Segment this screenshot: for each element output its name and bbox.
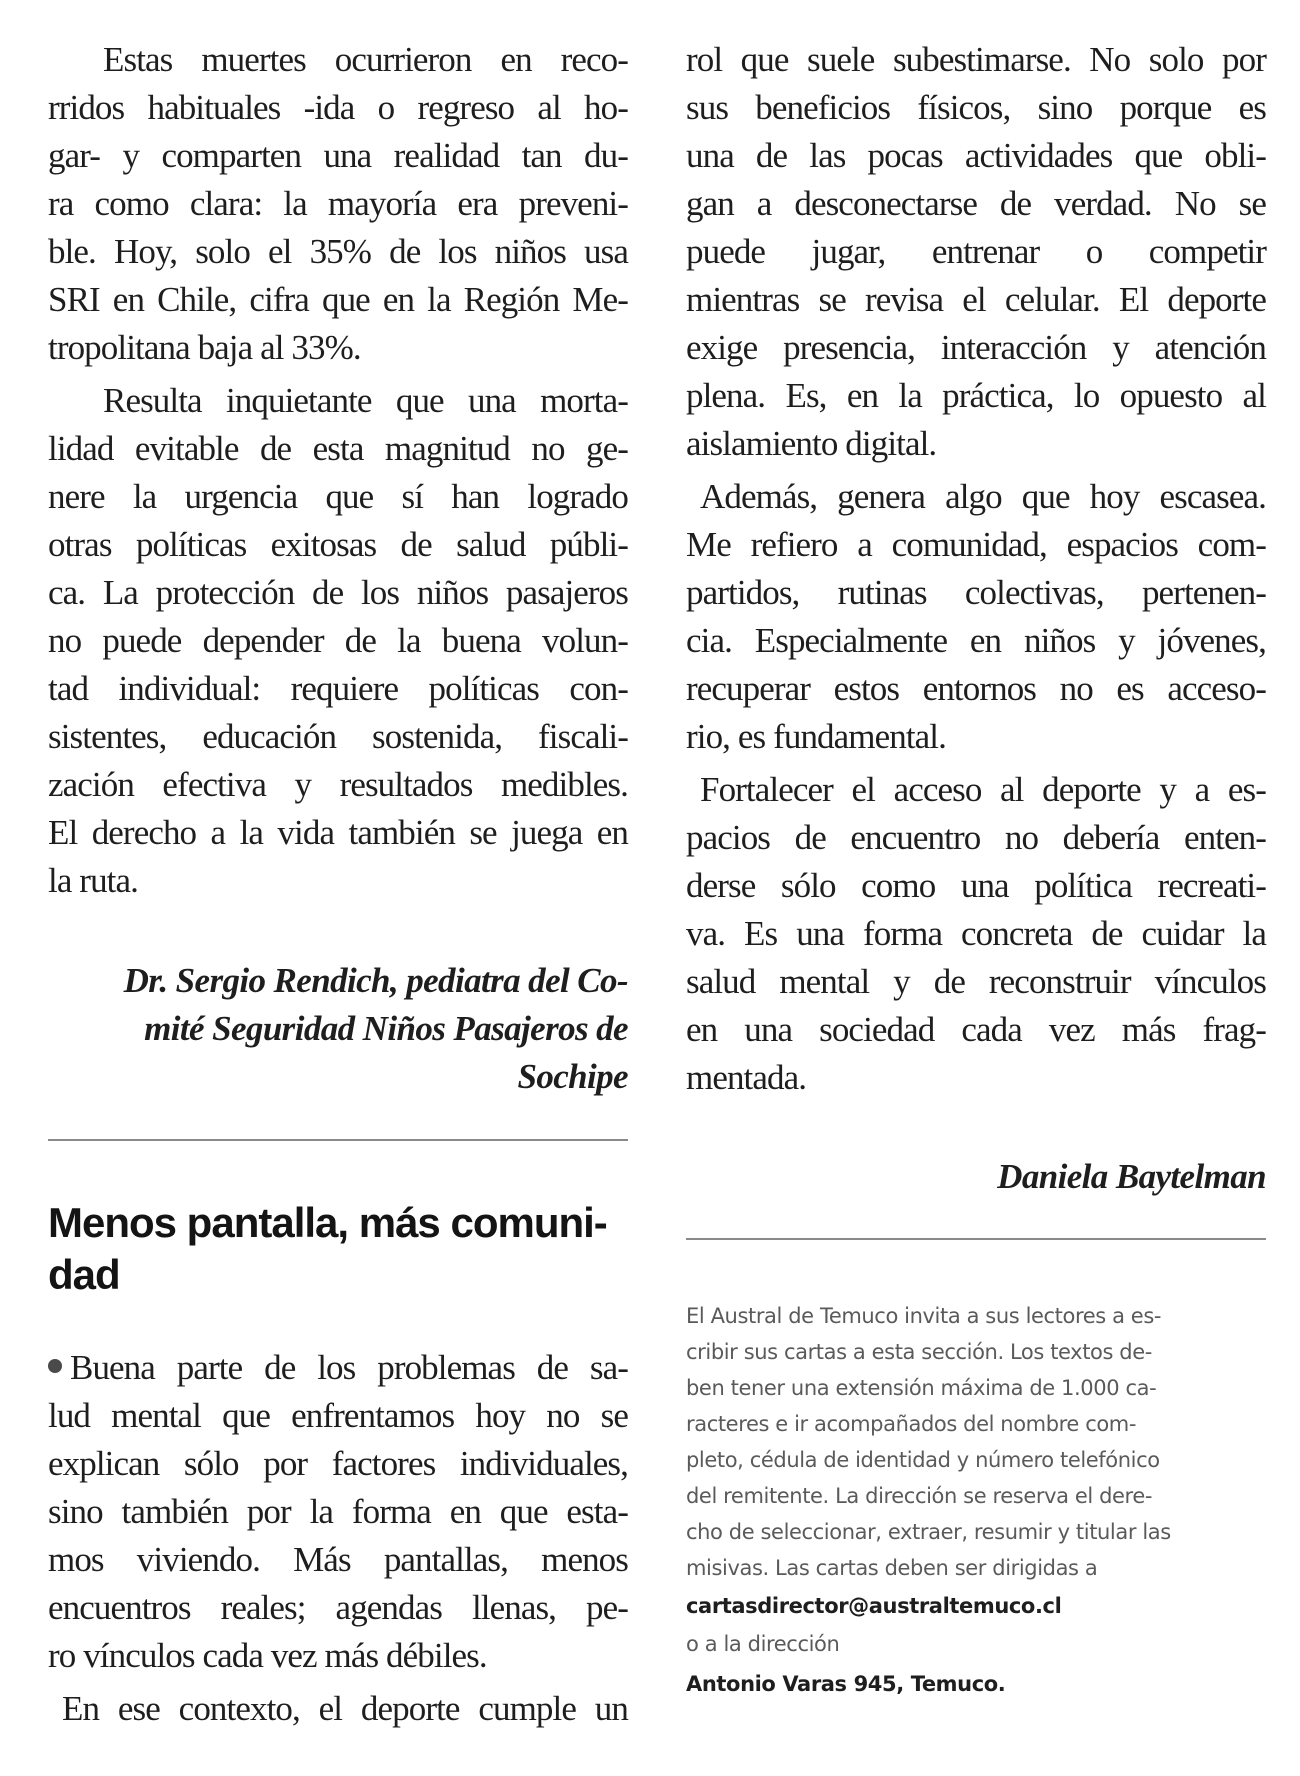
text-line: pacios de encuentro no debería enten- — [686, 818, 1266, 857]
section-divider — [686, 1238, 1266, 1240]
text-line: la ruta. — [48, 861, 138, 900]
section-divider — [48, 1139, 628, 1141]
bullet-icon — [48, 1359, 62, 1373]
text-line: sino también por la forma en que esta- — [48, 1492, 628, 1531]
text-line: va. Es una forma concreta de cuidar la — [686, 914, 1266, 953]
text-line: Fortalecer el acceso al deporte y a es- — [700, 770, 1266, 809]
text-line: En ese contexto, el deporte cumple un — [62, 1689, 628, 1728]
text-line: mos viviendo. Más pantallas, menos — [48, 1540, 628, 1579]
text-line: plena. Es, en la práctica, lo opuesto al — [686, 376, 1266, 415]
letter-two-signature: Daniela Baytelman — [997, 1157, 1266, 1196]
text-line: Me refiero a comunidad, espacios com- — [686, 525, 1266, 564]
text-line: explican sólo por factores individuales, — [48, 1444, 628, 1483]
headline-line: Menos pantalla, más comuni- — [48, 1199, 607, 1246]
text-line: rridos habituales -ida o regreso al ho- — [48, 88, 628, 127]
text-line: nere la urgencia que sí han logrado — [48, 477, 628, 516]
text-line: aislamiento digital. — [686, 424, 937, 463]
text-line: encuentros reales; agendas llenas, pe- — [48, 1588, 628, 1627]
note-line: El Austral de Temuco invita a sus lectores a es- — [686, 1304, 1162, 1328]
text-line: lidad evitable de esta magnitud no ge- — [48, 429, 628, 468]
text-line: una de las pocas actividades que obli- — [686, 136, 1266, 175]
text-line: partidos, rutinas colectivas, pertenen- — [686, 573, 1266, 612]
text-span: Buena parte de los problemas de sa- — [70, 1348, 628, 1387]
text-line: mentada. — [686, 1058, 807, 1097]
text-line: gar- y comparten una realidad tan du- — [48, 136, 628, 175]
headline-line: dad — [48, 1251, 120, 1298]
note-line: pleto, cédula de identidad y número telefónico — [686, 1448, 1160, 1472]
text-line: ble. Hoy, solo el 35% de los niños usa — [48, 232, 628, 271]
text-line: puede jugar, entrenar o competir — [686, 232, 1266, 271]
note-line: del remitente. La dirección se reserva el dere- — [686, 1484, 1153, 1508]
text-line: zación efectiva y resultados medibles. — [48, 765, 628, 804]
editor-address: Antonio Varas 945, Temuco. — [686, 1672, 1006, 1696]
text-line: no puede depender de la buena volun- — [48, 621, 628, 660]
text-line: Estas muertes ocurrieron en reco- — [103, 40, 628, 79]
text-line: ra como clara: la mayoría era preveni- — [48, 184, 628, 223]
note-line: cribir sus cartas a esta sección. Los textos de- — [686, 1340, 1152, 1364]
text-line: rol que suele subestimarse. No solo por — [686, 40, 1266, 79]
text-line: otras políticas exitosas de salud públi- — [48, 525, 628, 564]
text-line: tad individual: requiere políticas con- — [48, 669, 628, 708]
text-line: salud mental y de reconstruir vínculos — [686, 962, 1266, 1001]
text-line: lud mental que enfrentamos hoy no se — [48, 1396, 628, 1435]
text-line: ro vínculos cada vez más débiles. — [48, 1636, 487, 1675]
note-line: misivas. Las cartas deben ser dirigidas a — [686, 1556, 1098, 1580]
text-line: ca. La protección de los niños pasajeros — [48, 573, 628, 612]
text-line: El derecho a la vida también se juega en — [48, 813, 628, 852]
text-line: tropolitana baja al 33%. — [48, 328, 361, 367]
text-line: cia. Especialmente en niños y jóvenes, — [686, 621, 1266, 660]
note-line: cho de seleccionar, extraer, resumir y titular las — [686, 1520, 1171, 1544]
signature-line: Dr. Sergio Rendich, pediatra del Co- — [123, 961, 628, 1000]
text-line: en una sociedad cada vez más frag- — [686, 1010, 1266, 1049]
text-line: mientras se revisa el celular. El deporte — [686, 280, 1266, 319]
text-line: Resulta inquietante que una morta- — [103, 381, 628, 420]
signature-line: Sochipe — [517, 1057, 628, 1096]
text-line: sus beneficios físicos, sino porque es — [686, 88, 1266, 127]
signature-line: mité Seguridad Niños Pasajeros de — [144, 1009, 628, 1048]
text-line: derse sólo como una política recreati- — [686, 866, 1266, 905]
text-line: gan a desconectarse de verdad. No se — [686, 184, 1266, 223]
text-line: exige presencia, interacción y atención — [686, 328, 1266, 367]
note-line: o a la dirección — [686, 1632, 840, 1656]
text-line: Además, genera algo que hoy escasea. — [700, 477, 1266, 516]
text-line — [48, 1345, 628, 1391]
note-line: ben tener una extensión máxima de 1.000 ca- — [686, 1376, 1157, 1400]
text-line: recuperar estos entornos no es acceso- — [686, 669, 1266, 708]
text-line: SRI en Chile, cifra que en la Región Me- — [48, 280, 628, 319]
note-line: racteres e ir acompañados del nombre com- — [686, 1412, 1137, 1436]
editor-email: cartasdirector@australtemuco.cl — [686, 1594, 1062, 1618]
text-line: rio, es fundamental. — [686, 717, 946, 756]
text-line: sistentes, educación sostenida, fiscali- — [48, 717, 628, 756]
